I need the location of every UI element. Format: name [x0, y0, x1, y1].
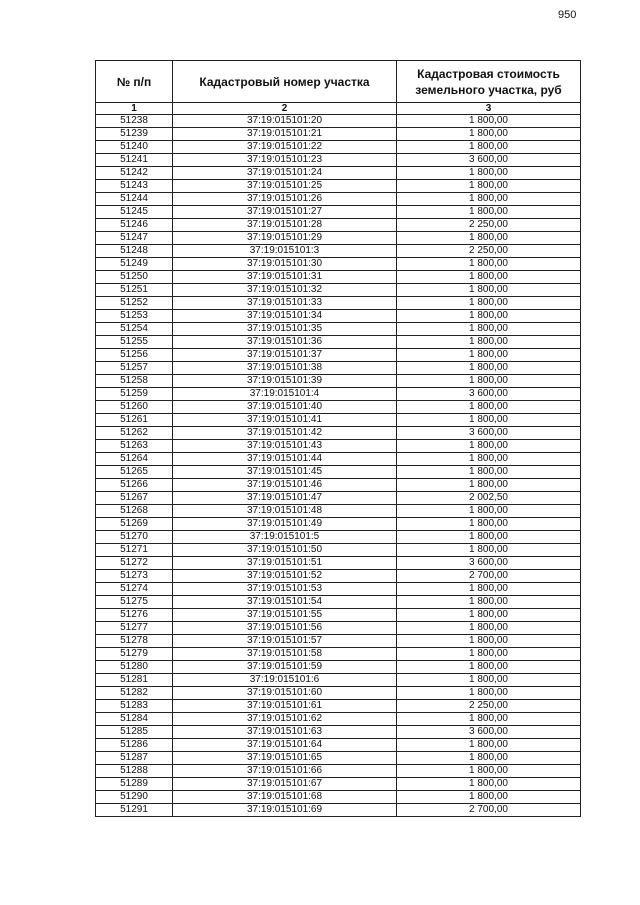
cadastral-value-cell: 1 800,00 [397, 310, 581, 323]
table-row [96, 284, 581, 297]
row-index-cell: 51271 [96, 544, 173, 557]
row-index-cell: 51268 [96, 505, 173, 518]
cadastral-value-cell: 1 800,00 [397, 596, 581, 609]
table-row [96, 804, 581, 817]
row-index-cell: 51239 [96, 128, 173, 141]
table-row [96, 700, 581, 713]
row-index-cell: 51281 [96, 674, 173, 687]
cadastral-value-cell: 2 250,00 [397, 700, 581, 713]
cadastral-value-cell: 1 800,00 [397, 453, 581, 466]
cadastral-number-cell: 37:19:015101:50 [173, 544, 397, 557]
cadastral-number-cell: 37:19:015101:33 [173, 297, 397, 310]
table-row [96, 128, 581, 141]
page-number: 950 [558, 9, 577, 21]
table-row [96, 739, 581, 752]
row-index-cell: 51286 [96, 739, 173, 752]
table-row [96, 440, 581, 453]
cadastral-number-cell: 37:19:015101:63 [173, 726, 397, 739]
cadastral-number-cell: 37:19:015101:41 [173, 414, 397, 427]
row-index-cell: 51284 [96, 713, 173, 726]
cadastral-value-cell: 1 800,00 [397, 375, 581, 388]
cadastral-value-cell: 1 800,00 [397, 258, 581, 271]
row-index-cell: 51253 [96, 310, 173, 323]
cadastral-number-cell: 37:19:015101:66 [173, 765, 397, 778]
row-index-cell: 51283 [96, 700, 173, 713]
cadastral-value-cell: 1 800,00 [397, 713, 581, 726]
cadastral-value-cell: 1 800,00 [397, 271, 581, 284]
column-number-row [96, 103, 581, 115]
table-row [96, 258, 581, 271]
cadastral-value-cell: 1 800,00 [397, 531, 581, 544]
row-index-cell: 51240 [96, 141, 173, 154]
row-index-cell: 51242 [96, 167, 173, 180]
cadastral-number-cell: 37:19:015101:42 [173, 427, 397, 440]
cadastral-number-cell: 37:19:015101:57 [173, 635, 397, 648]
table-header [96, 61, 581, 115]
cadastral-number-cell: 37:19:015101:34 [173, 310, 397, 323]
row-index-cell: 51263 [96, 440, 173, 453]
cadastral-number-cell: 37:19:015101:52 [173, 570, 397, 583]
table-row [96, 141, 581, 154]
cadastral-number-cell: 37:19:015101:20 [173, 115, 397, 128]
cadastral-value-cell: 1 800,00 [397, 648, 581, 661]
table-row [96, 323, 581, 336]
cadastral-value-cell: 3 600,00 [397, 726, 581, 739]
cadastral-value-cell: 2 700,00 [397, 570, 581, 583]
header-row [96, 61, 581, 103]
row-index-cell: 51275 [96, 596, 173, 609]
cadastral-number-cell: 37:19:015101:26 [173, 193, 397, 206]
table-row [96, 778, 581, 791]
cadastral-number-cell: 37:19:015101:39 [173, 375, 397, 388]
table-row [96, 466, 581, 479]
cadastral-number-cell: 37:19:015101:30 [173, 258, 397, 271]
row-index-cell: 51261 [96, 414, 173, 427]
table-row [96, 596, 581, 609]
row-index-cell: 51270 [96, 531, 173, 544]
table-row [96, 544, 581, 557]
cadastral-value-cell: 1 800,00 [397, 778, 581, 791]
cadastral-number-cell: 37:19:015101:46 [173, 479, 397, 492]
cadastral-value-cell: 1 800,00 [397, 609, 581, 622]
cadastral-number-cell: 37:19:015101:54 [173, 596, 397, 609]
cadastral-number-cell: 37:19:015101:32 [173, 284, 397, 297]
cadastral-number-cell: 37:19:015101:56 [173, 622, 397, 635]
cadastral-value-cell: 1 800,00 [397, 115, 581, 128]
cadastral-value-cell: 1 800,00 [397, 193, 581, 206]
row-index-cell: 51272 [96, 557, 173, 570]
cadastral-value-cell: 2 250,00 [397, 219, 581, 232]
cadastral-number-cell: 37:19:015101:51 [173, 557, 397, 570]
cadastral-number-cell: 37:19:015101:62 [173, 713, 397, 726]
row-index-cell: 51238 [96, 115, 173, 128]
cadastral-number-cell: 37:19:015101:68 [173, 791, 397, 804]
table-row [96, 648, 581, 661]
header-index: № п/п [96, 61, 173, 103]
cadastral-number-cell: 37:19:015101:31 [173, 271, 397, 284]
cadastral-number-cell: 37:19:015101:58 [173, 648, 397, 661]
cadastral-value-cell: 1 800,00 [397, 206, 581, 219]
row-index-cell: 51287 [96, 752, 173, 765]
row-index-cell: 51265 [96, 466, 173, 479]
cadastral-value-cell: 1 800,00 [397, 544, 581, 557]
cadastral-number-cell: 37:19:015101:27 [173, 206, 397, 219]
cadastral-number-cell: 37:19:015101:61 [173, 700, 397, 713]
row-index-cell: 51291 [96, 804, 173, 817]
cadastral-value-cell: 1 800,00 [397, 349, 581, 362]
column-number: 1 [96, 103, 173, 115]
cadastral-number-cell: 37:19:015101:25 [173, 180, 397, 193]
row-index-cell: 51256 [96, 349, 173, 362]
cadastral-number-cell: 37:19:015101:53 [173, 583, 397, 596]
cadastral-number-cell: 37:19:015101:45 [173, 466, 397, 479]
row-index-cell: 51251 [96, 284, 173, 297]
cadastral-value-cell: 1 800,00 [397, 180, 581, 193]
cadastral-value-cell: 1 800,00 [397, 583, 581, 596]
table-row [96, 765, 581, 778]
cadastral-value-cell: 2 250,00 [397, 245, 581, 258]
table-row [96, 206, 581, 219]
cadastral-number-cell: 37:19:015101:35 [173, 323, 397, 336]
cadastral-value-cell: 1 800,00 [397, 141, 581, 154]
table-row [96, 180, 581, 193]
table-row [96, 492, 581, 505]
table-row [96, 518, 581, 531]
table-row [96, 453, 581, 466]
table-row [96, 661, 581, 674]
table-row [96, 609, 581, 622]
row-index-cell: 51259 [96, 388, 173, 401]
cadastral-value-cell: 1 800,00 [397, 297, 581, 310]
cadastral-number-cell: 37:19:015101:47 [173, 492, 397, 505]
table-row [96, 167, 581, 180]
cadastral-number-cell: 37:19:015101:38 [173, 362, 397, 375]
table-row [96, 414, 581, 427]
table-row [96, 245, 581, 258]
cadastral-number-cell: 37:19:015101:67 [173, 778, 397, 791]
cadastral-number-cell: 37:19:015101:28 [173, 219, 397, 232]
cadastral-number-cell: 37:19:015101:44 [173, 453, 397, 466]
cadastral-value-cell: 1 800,00 [397, 505, 581, 518]
cadastral-value-cell: 3 600,00 [397, 557, 581, 570]
row-index-cell: 51264 [96, 453, 173, 466]
cadastral-value-cell: 1 800,00 [397, 791, 581, 804]
row-index-cell: 51245 [96, 206, 173, 219]
row-index-cell: 51244 [96, 193, 173, 206]
table-row [96, 219, 581, 232]
table-row [96, 674, 581, 687]
column-number: 3 [397, 103, 581, 115]
cadastral-value-cell: 3 600,00 [397, 154, 581, 167]
row-index-cell: 51269 [96, 518, 173, 531]
row-index-cell: 51280 [96, 661, 173, 674]
table-row [96, 193, 581, 206]
cadastral-number-cell: 37:19:015101:36 [173, 336, 397, 349]
row-index-cell: 51282 [96, 687, 173, 700]
cadastral-value-cell: 1 800,00 [397, 336, 581, 349]
table-row [96, 752, 581, 765]
table-row [96, 622, 581, 635]
cadastral-number-cell: 37:19:015101:3 [173, 245, 397, 258]
cadastral-value-cell: 3 600,00 [397, 427, 581, 440]
cadastral-value-cell: 1 800,00 [397, 674, 581, 687]
table-row [96, 505, 581, 518]
row-index-cell: 51276 [96, 609, 173, 622]
cadastral-value-cell: 1 800,00 [397, 466, 581, 479]
cadastral-value-cell: 1 800,00 [397, 232, 581, 245]
cadastral-value-cell: 1 800,00 [397, 752, 581, 765]
cadastral-number-cell: 37:19:015101:40 [173, 401, 397, 414]
table-body [96, 115, 581, 817]
cadastral-value-cell: 1 800,00 [397, 739, 581, 752]
column-number: 2 [173, 103, 397, 115]
cadastral-number-cell: 37:19:015101:69 [173, 804, 397, 817]
cadastral-value-cell: 2 700,00 [397, 804, 581, 817]
table-row [96, 726, 581, 739]
row-index-cell: 51260 [96, 401, 173, 414]
cadastral-value-cell: 1 800,00 [397, 479, 581, 492]
table-row [96, 362, 581, 375]
table-row [96, 570, 581, 583]
cadastral-value-cell: 1 800,00 [397, 167, 581, 180]
cadastral-value-cell: 1 800,00 [397, 518, 581, 531]
table-row [96, 479, 581, 492]
cadastral-number-cell: 37:19:015101:5 [173, 531, 397, 544]
cadastral-value-cell: 1 800,00 [397, 401, 581, 414]
table-row [96, 375, 581, 388]
table-row [96, 271, 581, 284]
cadastral-number-cell: 37:19:015101:6 [173, 674, 397, 687]
table-row [96, 635, 581, 648]
table-row [96, 297, 581, 310]
cadastral-number-cell: 37:19:015101:60 [173, 687, 397, 700]
row-index-cell: 51267 [96, 492, 173, 505]
row-index-cell: 51262 [96, 427, 173, 440]
cadastral-value-cell: 1 800,00 [397, 765, 581, 778]
row-index-cell: 51279 [96, 648, 173, 661]
cadastral-number-cell: 37:19:015101:21 [173, 128, 397, 141]
cadastral-number-cell: 37:19:015101:49 [173, 518, 397, 531]
row-index-cell: 51254 [96, 323, 173, 336]
table-row [96, 557, 581, 570]
row-index-cell: 51249 [96, 258, 173, 271]
table-row [96, 336, 581, 349]
cadastral-number-cell: 37:19:015101:4 [173, 388, 397, 401]
cadastral-number-cell: 37:19:015101:23 [173, 154, 397, 167]
cadastral-number-cell: 37:19:015101:22 [173, 141, 397, 154]
cadastral-value-cell: 3 600,00 [397, 388, 581, 401]
row-index-cell: 51255 [96, 336, 173, 349]
cadastral-number-cell: 37:19:015101:65 [173, 752, 397, 765]
row-index-cell: 51285 [96, 726, 173, 739]
cadastral-value-cell: 1 800,00 [397, 635, 581, 648]
row-index-cell: 51252 [96, 297, 173, 310]
cadastral-number-cell: 37:19:015101:29 [173, 232, 397, 245]
row-index-cell: 51277 [96, 622, 173, 635]
row-index-cell: 51247 [96, 232, 173, 245]
row-index-cell: 51266 [96, 479, 173, 492]
table-row [96, 349, 581, 362]
row-index-cell: 51288 [96, 765, 173, 778]
table-row [96, 531, 581, 544]
cadastral-value-cell: 1 800,00 [397, 284, 581, 297]
row-index-cell: 51290 [96, 791, 173, 804]
cadastral-number-cell: 37:19:015101:64 [173, 739, 397, 752]
row-index-cell: 51289 [96, 778, 173, 791]
row-index-cell: 51274 [96, 583, 173, 596]
cadastral-value-cell: 1 800,00 [397, 128, 581, 141]
row-index-cell: 51250 [96, 271, 173, 284]
table-row [96, 154, 581, 167]
table-row [96, 310, 581, 323]
table-row [96, 401, 581, 414]
cadastral-value-cell: 1 800,00 [397, 661, 581, 674]
row-index-cell: 51241 [96, 154, 173, 167]
row-index-cell: 51248 [96, 245, 173, 258]
table-row [96, 583, 581, 596]
cadastral-value-cell: 1 800,00 [397, 622, 581, 635]
row-index-cell: 51246 [96, 219, 173, 232]
cadastral-value-cell: 1 800,00 [397, 414, 581, 427]
row-index-cell: 51273 [96, 570, 173, 583]
cadastral-number-cell: 37:19:015101:43 [173, 440, 397, 453]
table-row [96, 388, 581, 401]
cadastral-number-cell: 37:19:015101:59 [173, 661, 397, 674]
table-row [96, 232, 581, 245]
cadastral-number-cell: 37:19:015101:48 [173, 505, 397, 518]
cadastral-number-cell: 37:19:015101:55 [173, 609, 397, 622]
header-cadastral-number: Кадастровый номер участка [173, 61, 397, 103]
header-cadastral-value: Кадастровая стоимость земельного участка, руб [397, 61, 581, 103]
cadastral-value-cell: 1 800,00 [397, 440, 581, 453]
cadastral-value-cell: 2 002,50 [397, 492, 581, 505]
table-row [96, 115, 581, 128]
cadastral-number-cell: 37:19:015101:24 [173, 167, 397, 180]
cadastral-value-cell: 1 800,00 [397, 687, 581, 700]
cadastral-table [95, 60, 581, 817]
table-row [96, 791, 581, 804]
cadastral-number-cell: 37:19:015101:37 [173, 349, 397, 362]
row-index-cell: 51257 [96, 362, 173, 375]
table-row [96, 687, 581, 700]
table-row [96, 713, 581, 726]
row-index-cell: 51278 [96, 635, 173, 648]
cadastral-value-cell: 1 800,00 [397, 362, 581, 375]
cadastral-value-cell: 1 800,00 [397, 323, 581, 336]
row-index-cell: 51243 [96, 180, 173, 193]
row-index-cell: 51258 [96, 375, 173, 388]
table-row [96, 427, 581, 440]
